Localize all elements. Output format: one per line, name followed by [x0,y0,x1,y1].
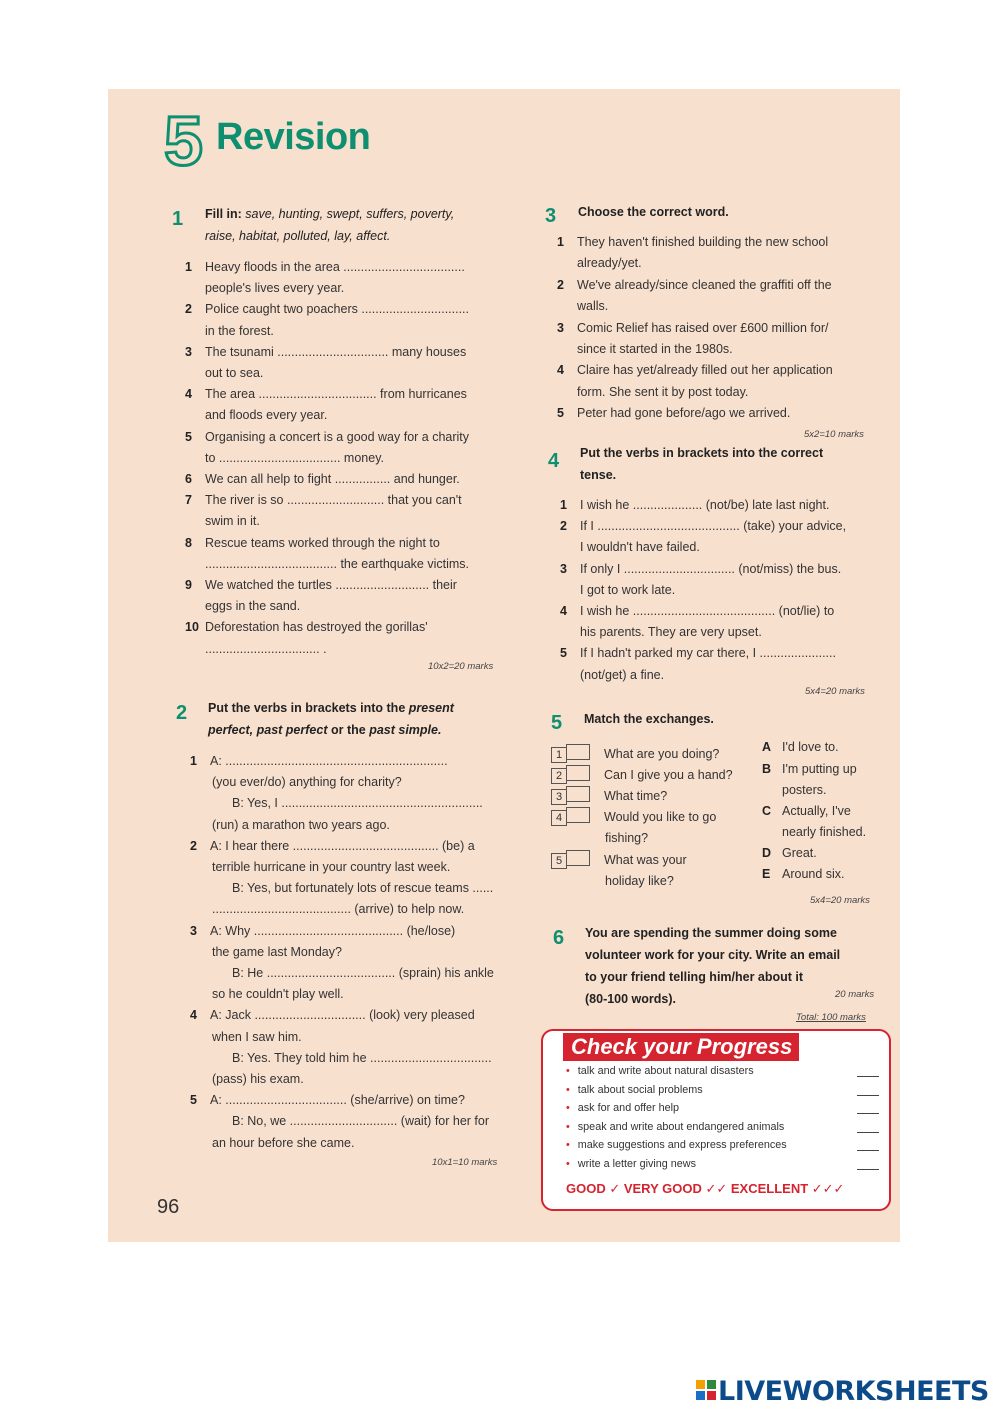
item-line [557,296,608,317]
item-number: 10 [185,620,199,635]
item-text: If I ......................................... (take) your advice, [580,519,847,534]
item-line [185,554,469,575]
item-text: B: He ..................................... (sprain) his ankle [232,966,494,980]
section-3-instr-text: Choose the correct word. [578,205,729,219]
item-number: 5 [557,406,564,421]
item-text: We can all help to fight ................ and hunger. [205,472,460,486]
match-question [551,807,716,828]
progress-item [566,1084,703,1096]
item-text: Peter had gone before/ago we arrived. [577,406,791,421]
item-text: Heavy floods in the area ................................... [205,260,465,274]
progress-item [566,1139,787,1151]
section-6-line-1: You are spending the summer doing some [585,926,837,940]
item-line [190,751,448,772]
item-text: form. She sent it by post today. [577,384,749,399]
item-line [185,299,469,320]
item-line [560,495,829,516]
match-question-text-cont: fishing? [605,831,649,845]
item-line [560,537,700,558]
progress-tick-line[interactable] [857,1132,879,1133]
item-line [185,384,467,405]
match-question-text: Would you like to go [604,810,717,824]
match-answer-letter: A [762,740,772,754]
item-line [185,533,440,554]
item-line [190,1048,492,1069]
item-text: an hour before she came. [212,1135,355,1150]
item-line [560,559,841,580]
item-text: The river is so ............................ that you can't [205,493,462,508]
item-number: 5 [185,429,192,444]
progress-item [566,1065,754,1077]
item-text: swim in it. [205,514,260,529]
item-line [185,639,327,660]
item-line [557,360,833,381]
item-number: 3 [557,320,564,335]
item-line [185,342,466,363]
item-number: 7 [185,493,192,508]
section-1-word-list-2: raise, habitat, polluted, lay, affect. [205,229,391,243]
item-number: 5 [560,646,567,661]
progress-tick-line[interactable] [857,1169,879,1170]
bullet-icon: • [566,1102,570,1115]
item-line [557,232,828,253]
item-number: 9 [185,578,192,592]
section-5-instructions [584,708,714,730]
item-text: already/yet. [577,256,642,271]
item-text: B: Yes, but fortunately lots of rescue teams ...... [232,881,494,896]
section-3-instructions [578,201,729,223]
item-line [190,921,455,942]
item-text: I wish he ......................................... (not/lie) to [580,604,835,618]
item-line [190,963,494,984]
progress-tick-line[interactable] [857,1113,879,1114]
item-line [212,899,464,920]
item-text: walls. [577,299,609,314]
item-text: people's lives every year. [205,281,345,296]
section-1-marks: 10x2=20 marks [428,661,494,672]
item-number: 4 [190,1008,197,1023]
section-2-instr-a: Put the verbs in brackets into the [208,701,406,715]
item-text: A: Jack ................................ (look) very pleased [210,1008,475,1023]
item-text: terrible hurricane in your country last week. [212,860,451,874]
match-number-box: 5 [551,853,567,869]
item-number: 6 [185,472,192,486]
section-6-marks: 20 marks [835,989,875,1000]
item-number: 5 [190,1093,197,1108]
match-question-text-cont: holiday like? [605,874,674,888]
item-text: out to sea. [205,366,264,380]
item-line [212,772,402,793]
item-line [185,469,460,490]
match-answer-text: Great. [782,846,817,860]
progress-item-text: ask for and offer help [577,1102,680,1115]
section-2-number: 2 [176,702,188,724]
item-line [185,321,274,342]
total-marks: Total: 100 marks [796,1012,866,1023]
match-question [551,744,719,765]
progress-item-text: talk about social problems [577,1083,703,1096]
item-text: Deforestation has destroyed the gorillas' [205,620,428,635]
item-text: I got to work late. [580,582,676,597]
item-number: 3 [560,561,567,576]
section-3-number: 3 [545,205,557,227]
match-number-box: 1 [551,747,567,763]
item-line [185,363,263,384]
match-answer [762,801,851,822]
progress-item [566,1121,784,1133]
item-number: 2 [190,838,197,853]
item-number: 3 [190,923,197,938]
item-line [557,253,642,274]
item-text: We've already/since cleaned the graffiti off the [577,277,832,292]
item-text: A: ................................................................ [210,754,448,768]
match-question-text: What are you doing? [604,747,720,761]
item-text: A: I hear there .......................................... (be) a [210,838,475,853]
item-text: to ................................... money. [205,450,384,465]
item-text: The tsunami ................................ many houses [205,344,467,359]
progress-item [566,1158,696,1170]
progress-tick-line[interactable] [857,1076,879,1077]
match-answer-letter: E [762,867,771,881]
item-line [560,516,846,537]
item-line [560,601,834,622]
item-line [185,511,260,532]
match-question-text: What time? [604,789,668,803]
match-answer-text: I'm putting up [782,762,857,776]
item-number: 1 [185,260,192,274]
progress-item [566,1102,679,1114]
item-text: ...................................... the earthquake victims. [205,556,469,571]
match-answer-text-cont: posters. [782,783,827,797]
item-line [190,878,493,899]
match-answer-box[interactable] [566,765,590,781]
match-answer-text: Around six. [782,867,845,881]
match-answer-letter: B [762,762,772,776]
match-question-text: What was your [604,853,687,867]
bullet-icon: • [566,1139,570,1152]
match-number-box: 2 [551,768,567,784]
item-line [190,836,475,857]
progress-item-text: speak and write about endangered animals [577,1120,785,1133]
item-text: and floods every year. [205,408,328,423]
item-text: (run) a marathon two years ago. [212,817,390,832]
section-2-instr-d: or the [330,723,366,737]
item-line [185,617,428,638]
item-line [560,622,762,643]
item-text: (pass) his exam. [212,1072,304,1086]
item-line [212,984,344,1005]
logo-text: LIVEWORKSHEETS [718,1376,989,1407]
item-line [557,275,832,296]
item-line [212,942,342,963]
section-2-instr-c: perfect, past perfect [208,723,328,737]
progress-item-text: make suggestions and express preferences [577,1139,787,1152]
item-text: Organising a concert is a good way for a charity [205,429,470,444]
item-number: 8 [185,535,192,550]
section-1-instr-label: Fill in: [205,207,242,221]
match-answer-text: I'd love to. [782,740,839,754]
item-number: 1 [190,754,197,768]
section-6-number: 6 [553,927,565,949]
progress-item-text: talk and write about natural disasters [577,1065,754,1077]
item-line [185,448,384,469]
item-text: the game last Monday? [212,944,342,959]
item-text: B: No, we ............................... (wait) for her for [232,1114,490,1129]
section-1-number: 1 [172,208,184,230]
item-line [185,575,457,596]
item-text: We watched the turtles ........................... their [205,578,457,592]
item-text: If only I ................................ (not/miss) the bus. [580,561,842,576]
item-text: (you ever/do) anything for charity? [212,775,402,790]
match-answer [762,737,839,758]
section-2-instructions [208,697,518,741]
item-text: Claire has yet/already filled out her application [577,363,833,378]
item-line [212,1069,304,1090]
match-number-box: 3 [551,789,567,805]
item-line [190,1111,489,1132]
item-line [185,427,469,448]
item-text: The area .................................. from hurricanes [205,387,467,402]
item-text: his parents. They are very upset. [580,625,762,640]
section-2-marks: 10x1=10 marks [432,1157,498,1168]
item-line [212,1027,302,1048]
item-text: B: Yes, I .......................................................... [232,796,483,811]
item-line [185,257,465,278]
item-number: 1 [557,235,564,249]
section-4-instr-2: tense. [580,468,617,482]
item-number: 2 [185,302,192,317]
item-text: I wouldn't have failed. [580,540,700,555]
match-answer [762,843,817,864]
item-number: 4 [185,387,192,402]
section-6-line-3: to your friend telling him/her about it [585,970,804,984]
match-answer-text: Actually, I've [782,804,851,818]
item-text: (not/get) a fine. [580,667,665,682]
item-text: If I hadn't parked my car there, I ...................... [580,646,836,661]
match-answer-box[interactable] [566,850,590,866]
section-2-instr-b: present [408,701,454,715]
progress-tick-line[interactable] [857,1150,879,1151]
item-text: in the forest. [205,323,274,338]
unit-number: 5 [164,102,203,180]
item-line [190,1005,475,1026]
item-number: 2 [557,277,564,292]
section-5-instr-text: Match the exchanges. [584,712,714,726]
bullet-icon: • [566,1065,570,1077]
item-text: eggs in the sand. [205,599,301,614]
match-answer-text-cont: nearly finished. [782,825,867,839]
item-text: ................................. . [205,641,327,656]
progress-title: Check your Progress [563,1033,799,1061]
item-number: 4 [557,363,564,378]
item-number: 4 [560,604,567,618]
match-answer [762,864,845,885]
item-number: 3 [185,344,192,359]
match-question [551,850,687,871]
item-number: 2 [560,519,567,534]
item-line [185,596,300,617]
item-text: ........................................ (arrive) to help now. [212,902,465,917]
match-answer [762,759,857,780]
item-line [212,815,390,836]
item-line [557,339,733,360]
section-5-marks: 5x4=20 marks [810,895,870,906]
item-line [557,382,748,403]
progress-item-text: write a letter giving news [577,1158,696,1170]
section-2-instr-e: past simple. [369,723,442,737]
bullet-icon: • [566,1083,570,1096]
item-line [560,580,675,601]
page-title: Revision [216,116,371,158]
section-6-line-2: volunteer work for your city. Write an email [585,948,841,962]
section-3-marks: 5x2=10 marks [804,429,864,440]
section-6-line-4: (80-100 words). [585,992,677,1006]
progress-rating-scale: GOOD ✓ VERY GOOD ✓✓ EXCELLENT ✓✓✓ [566,1181,845,1196]
item-text: A: Why ........................................... (he/lose) [210,923,456,938]
logo-grid-icon [696,1380,716,1400]
section-5-number: 5 [551,712,563,734]
match-number-box: 4 [551,810,567,826]
item-number: 1 [560,498,567,512]
item-line [190,1090,465,1111]
bullet-icon: • [566,1158,570,1170]
progress-tick-line[interactable] [857,1095,879,1096]
bullet-icon: • [566,1120,570,1133]
item-line [190,793,483,814]
item-text: when I saw him. [212,1029,302,1044]
match-answer-box[interactable] [566,786,590,802]
section-4-instructions [580,442,823,486]
match-answer-box[interactable] [566,744,590,760]
item-line [185,405,327,426]
item-text: A: ................................... (she/arrive) on time? [210,1093,465,1108]
item-line [212,1133,354,1154]
item-line [560,665,664,686]
item-text: Police caught two poachers ............................... [205,302,470,317]
section-1-word-list-1: save, hunting, swept, suffers, poverty, [245,207,455,221]
item-line [557,403,790,424]
section-4-number: 4 [548,450,560,472]
match-question [551,765,733,786]
item-text: so he couldn't play well. [212,987,344,1002]
section-4-instr-1: Put the verbs in brackets into the correct [580,446,824,460]
item-line [212,857,450,878]
item-text: since it started in the 1980s. [577,342,733,356]
item-text: Rescue teams worked through the night to [205,535,440,550]
match-answer-letter: D [762,846,772,860]
item-line [185,490,462,511]
section-1-instructions [205,203,505,247]
item-text: B: Yes. They told him he ................................... [232,1050,492,1065]
match-answer-box[interactable] [566,807,590,823]
item-line [560,643,836,664]
item-text: They haven't finished building the new school [577,235,829,249]
item-line [185,278,344,299]
match-question-text: Can I give you a hand? [604,768,733,782]
item-text: Comic Relief has raised over £600 million for/ [577,320,829,335]
match-answer-letter: C [762,804,772,818]
item-line [557,318,829,339]
section-4-marks: 5x4=20 marks [805,686,865,697]
item-text: I wish he .................... (not/be) late last night. [580,498,830,512]
match-question [551,786,667,807]
page-number: 96 [157,1196,180,1218]
